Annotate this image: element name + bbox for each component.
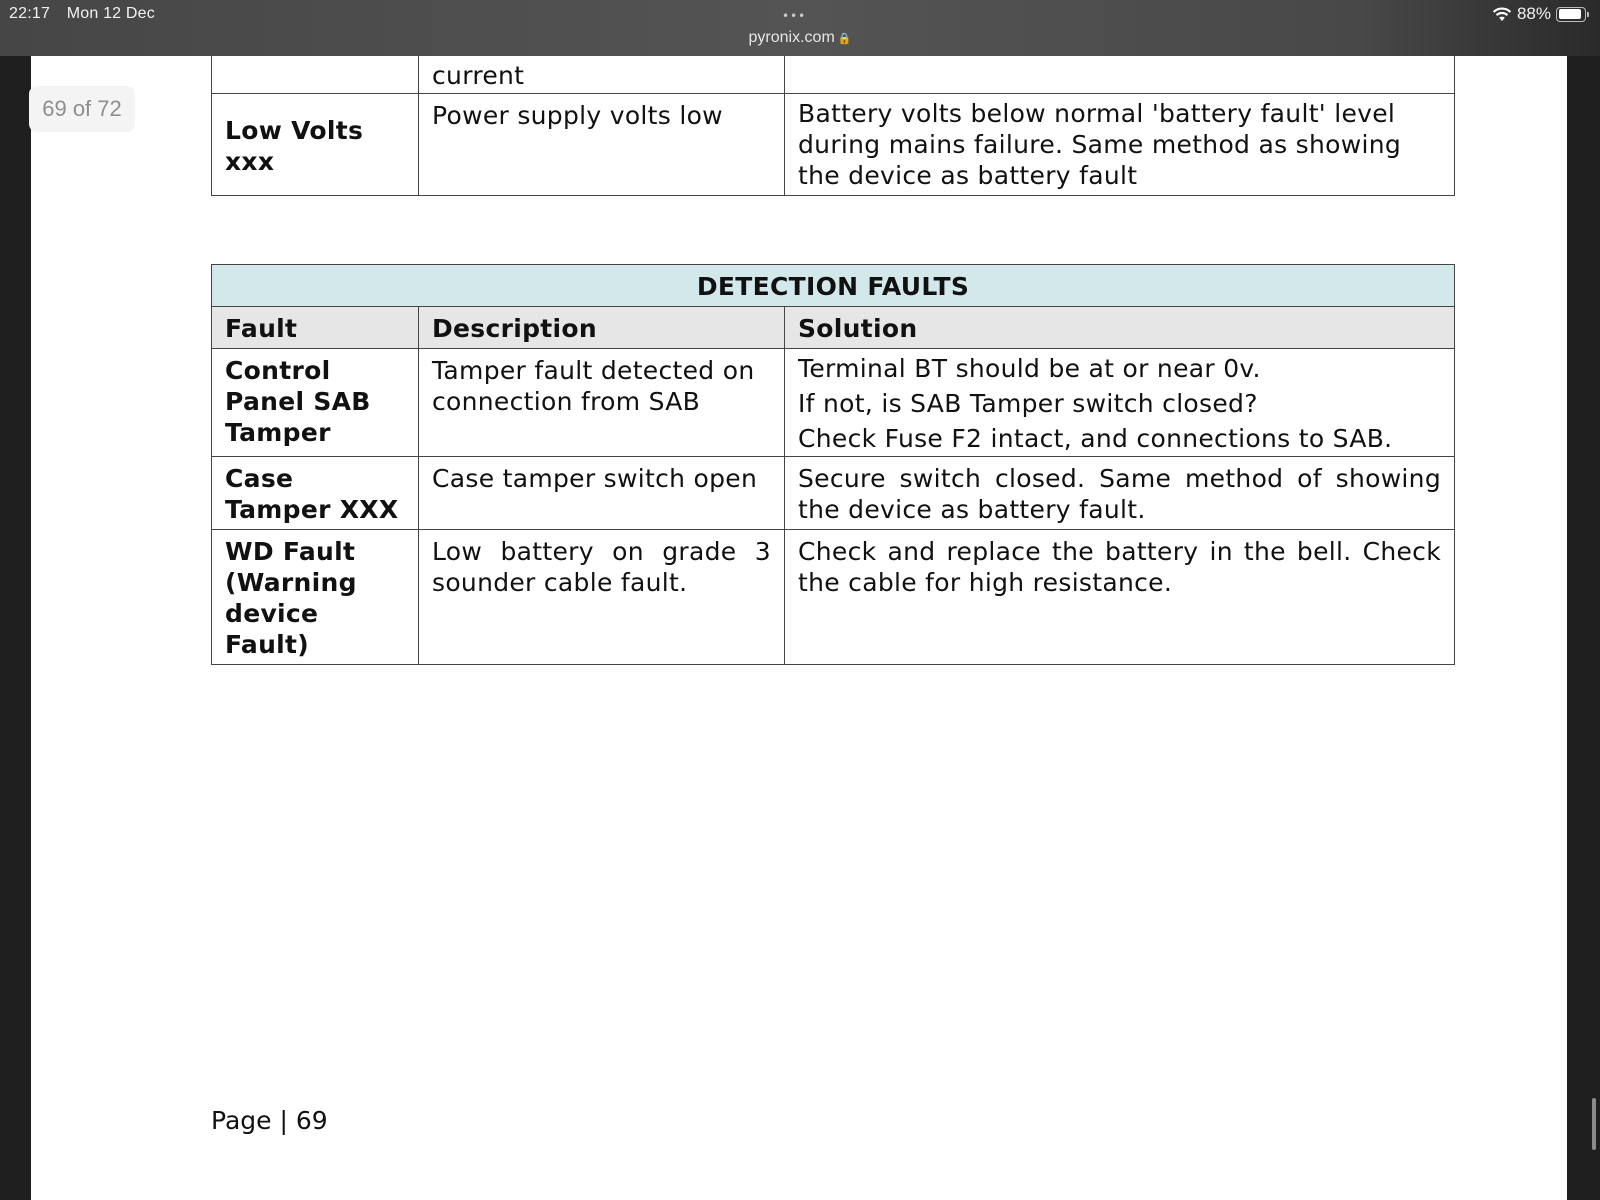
description-cell: Power supply volts low bbox=[419, 94, 785, 196]
header-solution: Solution bbox=[785, 307, 1455, 349]
lock-icon: 🔒 bbox=[837, 33, 852, 45]
wifi-icon bbox=[1492, 6, 1512, 22]
status-time: 22:17 bbox=[9, 5, 51, 22]
solution-line: Terminal BT should be at or near 0v. bbox=[798, 354, 1261, 383]
url-text: pyronix.com bbox=[748, 29, 835, 46]
pdf-page[interactable] bbox=[31, 56, 1567, 1200]
status-date: Mon 12 Dec bbox=[66, 5, 155, 22]
solution-cell: Secure switch closed. Same method of showing the device as battery fault. bbox=[785, 457, 1455, 530]
detection-faults-table bbox=[211, 264, 1455, 665]
table-row bbox=[212, 530, 1455, 665]
battery-icon bbox=[1556, 7, 1586, 22]
address-bar[interactable] bbox=[0, 29, 1600, 47]
description-text: current bbox=[432, 61, 525, 90]
description-cell: Case tamper switch open bbox=[419, 457, 785, 530]
fault-cell: WD Fault (Warning device Fault) bbox=[212, 530, 419, 665]
solution-cell: Battery volts below normal 'battery fault' level during mains failure. Same method as showing the device as battery fault bbox=[785, 94, 1455, 196]
more-dots-icon[interactable]: ••• bbox=[782, 9, 807, 23]
fault-text: Low Volts xxx bbox=[225, 115, 364, 176]
table-title: DETECTION FAULTS bbox=[212, 265, 1455, 307]
battery-percent: 88% bbox=[1516, 4, 1551, 23]
solution-cell: Check and replace the battery in the bell. Check the cable for high resistance. bbox=[785, 530, 1455, 665]
table-row bbox=[212, 349, 1455, 457]
table-row bbox=[212, 94, 1455, 196]
scrollbar-thumb[interactable] bbox=[1592, 1098, 1596, 1150]
table-header-row bbox=[212, 307, 1455, 349]
table-row bbox=[212, 457, 1455, 530]
description-cell: Low battery on grade 3 sounder cable fault. bbox=[419, 530, 785, 665]
fault-cell bbox=[212, 94, 419, 196]
status-left bbox=[9, 5, 167, 23]
fault-cell: Case Tamper XXX bbox=[212, 457, 419, 530]
header-description: Description bbox=[419, 307, 785, 349]
status-bar bbox=[0, 0, 1600, 56]
solution-cell bbox=[785, 349, 1455, 457]
description-cell: Tamper fault detected on connection from SAB bbox=[419, 349, 785, 457]
fault-cell: Control Panel SAB Tamper bbox=[212, 349, 419, 457]
page-footer: Page | 69 bbox=[211, 1106, 328, 1135]
table-title-row bbox=[212, 265, 1455, 307]
page-indicator: 69 of 72 bbox=[29, 86, 135, 132]
solution-line: Check Fuse F2 intact, and connections to SAB. bbox=[798, 424, 1393, 453]
header-fault: Fault bbox=[212, 307, 419, 349]
solution-line: If not, is SAB Tamper switch closed? bbox=[798, 389, 1258, 418]
status-right bbox=[1492, 4, 1586, 24]
